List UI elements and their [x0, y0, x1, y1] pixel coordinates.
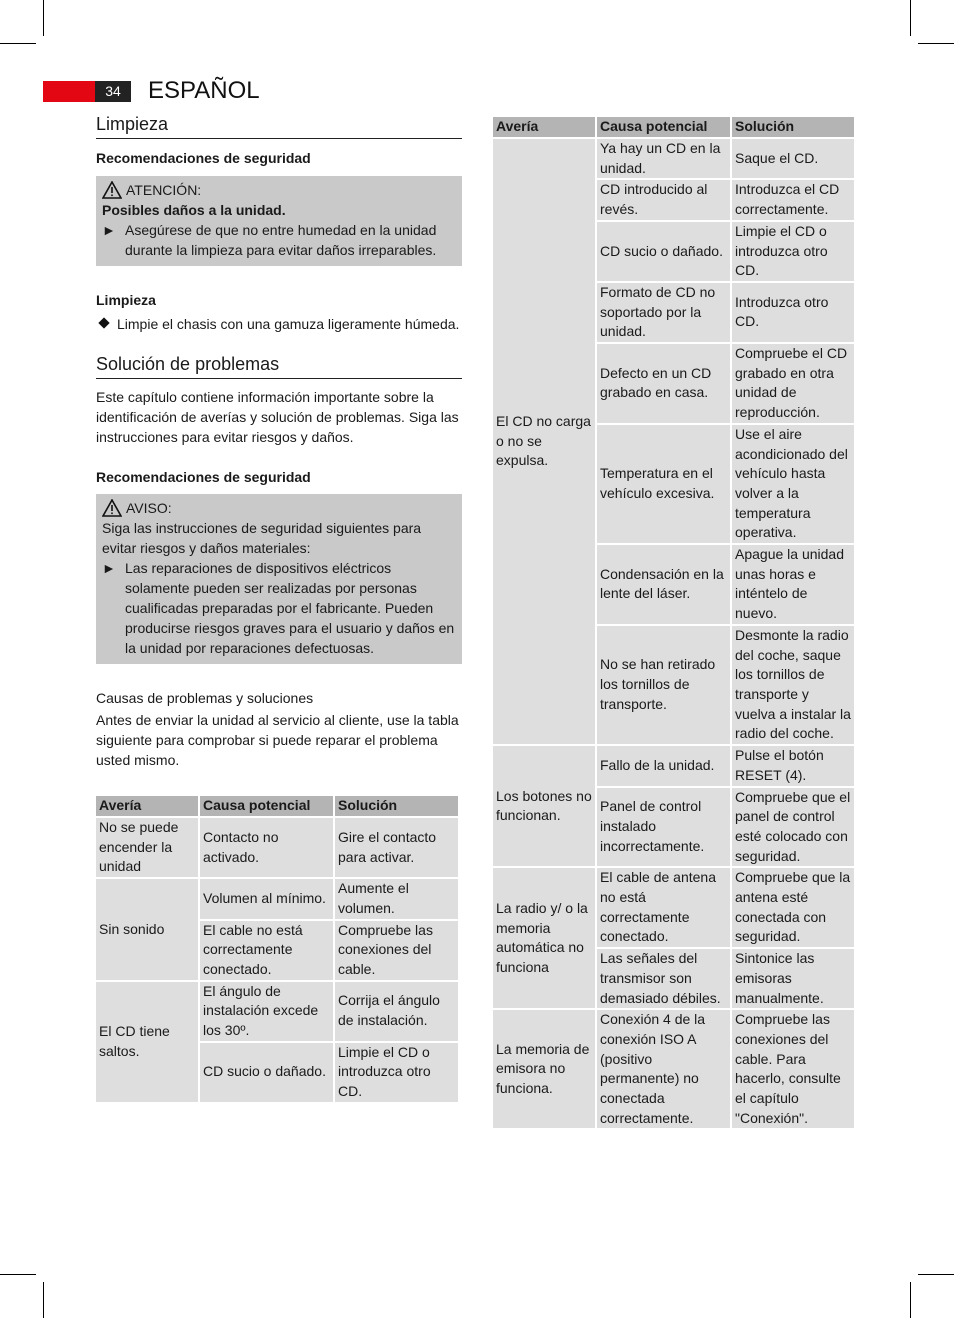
crop-mark — [918, 1274, 954, 1275]
causes-text: Antes de enviar la unidad al servicio al cliente, use la tabla siguiente para comprobar si puede reparar el problema usted mismo. — [96, 712, 459, 768]
crop-mark — [0, 43, 36, 44]
solution-cell: Sintonice las emisoras manualmente. — [732, 949, 854, 1008]
column-header-fault: Avería — [493, 117, 595, 137]
cause-cell: Panel de control instalado incorrectamente. — [597, 788, 730, 867]
cause-cell: No se han retirado los tornillos de transporte. — [597, 626, 730, 744]
table-row — [493, 139, 854, 178]
cause-cell: Temperatura en el vehículo excesiva. — [597, 425, 730, 543]
cause-cell: Volumen al mínimo. — [200, 879, 333, 918]
table-row — [96, 818, 458, 877]
solution-cell: Gire el contacto para activar. — [335, 818, 458, 877]
notice-text: Siga las instrucciones de seguridad siguientes para evitar riesgos y daños materiales: — [102, 520, 422, 556]
arrow-right-icon: ► — [102, 222, 116, 238]
attention-subtitle: Posibles daños a la unidad. — [102, 202, 286, 218]
fault-cell: La memoria de emisora no funciona. — [493, 1010, 595, 1128]
right-column — [493, 115, 858, 1130]
cause-cell: Formato de CD no soportado por la unidad. — [597, 283, 730, 342]
table-header-row — [493, 117, 854, 137]
notice-bullet-text: Las reparaciones de dispositivos eléctricos solamente pueden ser realizadas por personas cualificadas preparadas por el fabricante. Pueden producirse riesgos graves para el usuario y daños en la unidad por reparaciones defectuosas. — [125, 560, 455, 656]
solution-cell: Limpie el CD o introduzca otro CD. — [335, 1043, 458, 1102]
solution-cell: Desmonte la radio del coche, saque los tornillos de transporte y vuelva a instalar la radio del coche. — [732, 626, 854, 744]
troubleshooting-table-right — [491, 115, 856, 1130]
solution-cell: Aumente el volumen. — [335, 879, 458, 918]
solution-cell: Introduzca el CD correctamente. — [732, 180, 854, 219]
column-header-cause: Causa potencial — [597, 117, 730, 137]
column-header-cause: Causa potencial — [200, 796, 333, 816]
cause-cell: Conexión 4 de la conexión ISO A (positivo permanente) no conectada correctamente. — [597, 1010, 730, 1128]
cleaning-bullet-text: Limpie el chasis con una gamuza ligeramente húmeda. — [117, 316, 460, 332]
attention-title: ATENCIÓN: — [126, 182, 202, 198]
fault-cell: Los botones no funcionan. — [493, 746, 595, 866]
solucion-heading: Solución de problemas — [96, 352, 462, 379]
solution-cell: Limpie el CD o introduzca otro CD. — [732, 222, 854, 281]
arrow-right-icon: ► — [102, 560, 116, 576]
fault-cell: Sin sonido — [96, 879, 198, 980]
solution-cell: Corrija el ángulo de instalación. — [335, 982, 458, 1041]
cause-cell: Las señales del transmisor son demasiado débiles. — [597, 949, 730, 1008]
solution-cell: Pulse el botón RESET (4). — [732, 746, 854, 785]
attention-bullet-text: Asegúrese de que no entre humedad en la unidad durante la limpieza para evitar daños irreparables. — [125, 222, 437, 258]
cause-cell: CD introducido al revés. — [597, 180, 730, 219]
table-row — [96, 879, 458, 918]
crop-mark — [910, 0, 911, 36]
safety-label-2: Recomendaciones de seguridad — [96, 469, 311, 485]
diamond-bullet-icon — [98, 317, 109, 328]
cause-cell: Ya hay un CD en la unidad. — [597, 139, 730, 178]
cause-cell: El cable de antena no está correctamente conectado. — [597, 868, 730, 947]
warning-triangle-icon — [102, 499, 122, 517]
notice-title: AVISO: — [126, 500, 172, 516]
crop-mark — [0, 1274, 36, 1275]
cause-cell: Defecto en un CD grabado en casa. — [597, 344, 730, 423]
cause-cell: Contacto no activado. — [200, 818, 333, 877]
attention-header — [102, 180, 456, 200]
column-header-solution: Solución — [335, 796, 458, 816]
table-row — [493, 746, 854, 785]
solution-cell: Compruebe que la antena esté conectada con seguridad. — [732, 868, 854, 947]
cause-cell: Condensación en la lente del láser. — [597, 545, 730, 624]
page-number: 34 — [95, 81, 131, 102]
causes-label: Causas de problemas y soluciones — [96, 690, 314, 706]
cause-cell: El cable no está correctamente conectado. — [200, 921, 333, 980]
crop-mark — [43, 1282, 44, 1318]
safety-label: Recomendaciones de seguridad — [96, 150, 311, 166]
cause-cell: Fallo de la unidad. — [597, 746, 730, 785]
cleaning-bullet — [96, 314, 462, 334]
solution-cell: Introduzca otro CD. — [732, 283, 854, 342]
left-column — [96, 112, 462, 1104]
cause-cell: CD sucio o dañado. — [200, 1043, 333, 1102]
solution-cell: Compruebe el CD grabado en otra unidad de reproducción. — [732, 344, 854, 423]
attention-box — [96, 176, 462, 266]
notice-bullet — [102, 558, 456, 658]
fault-cell: El CD tiene saltos. — [96, 982, 198, 1102]
crop-mark — [910, 1282, 911, 1318]
table-row — [493, 868, 854, 947]
page-title: ESPAÑOL — [148, 77, 260, 104]
table-row — [96, 982, 458, 1041]
crop-mark — [43, 0, 44, 36]
attention-bullet — [102, 220, 456, 260]
troubleshooting-table-left — [94, 794, 460, 1104]
column-header-solution: Solución — [732, 117, 854, 137]
solution-cell: Compruebe que el panel de control esté colocado con seguridad. — [732, 788, 854, 867]
solution-cell: Use el aire acondicionado del vehículo hasta volver a la temperatura operativa. — [732, 425, 854, 543]
cleaning-label: Limpieza — [96, 292, 156, 308]
header-accent-bar — [43, 81, 95, 102]
cause-cell: El ángulo de instalación excede los 30º. — [200, 982, 333, 1041]
notice-header — [102, 498, 456, 518]
solution-cell: Compruebe las conexiones del cable. Para hacerlo, consulte el capítulo "Conexión". — [732, 1010, 854, 1128]
warning-triangle-icon — [102, 181, 122, 199]
cause-cell: CD sucio o dañado. — [597, 222, 730, 281]
solucion-intro: Este capítulo contiene información importante sobre la identificación de averías y solución de problemas. Siga las instrucciones para evitar riesgos y daños. — [96, 389, 459, 445]
solution-cell: Apague la unidad unas horas e inténtelo de nuevo. — [732, 545, 854, 624]
fault-cell: El CD no carga o no se expulsa. — [493, 139, 595, 744]
solution-cell: Saque el CD. — [732, 139, 854, 178]
table-header-row — [96, 796, 458, 816]
limpieza-heading: Limpieza — [96, 112, 462, 139]
crop-mark — [918, 43, 954, 44]
notice-box — [96, 494, 462, 664]
column-header-fault: Avería — [96, 796, 198, 816]
table-row — [493, 1010, 854, 1128]
fault-cell: La radio y/ o la memoria automática no funciona — [493, 868, 595, 1008]
fault-cell: No se puede encender la unidad — [96, 818, 198, 877]
solution-cell: Compruebe las conexiones del cable. — [335, 921, 458, 980]
